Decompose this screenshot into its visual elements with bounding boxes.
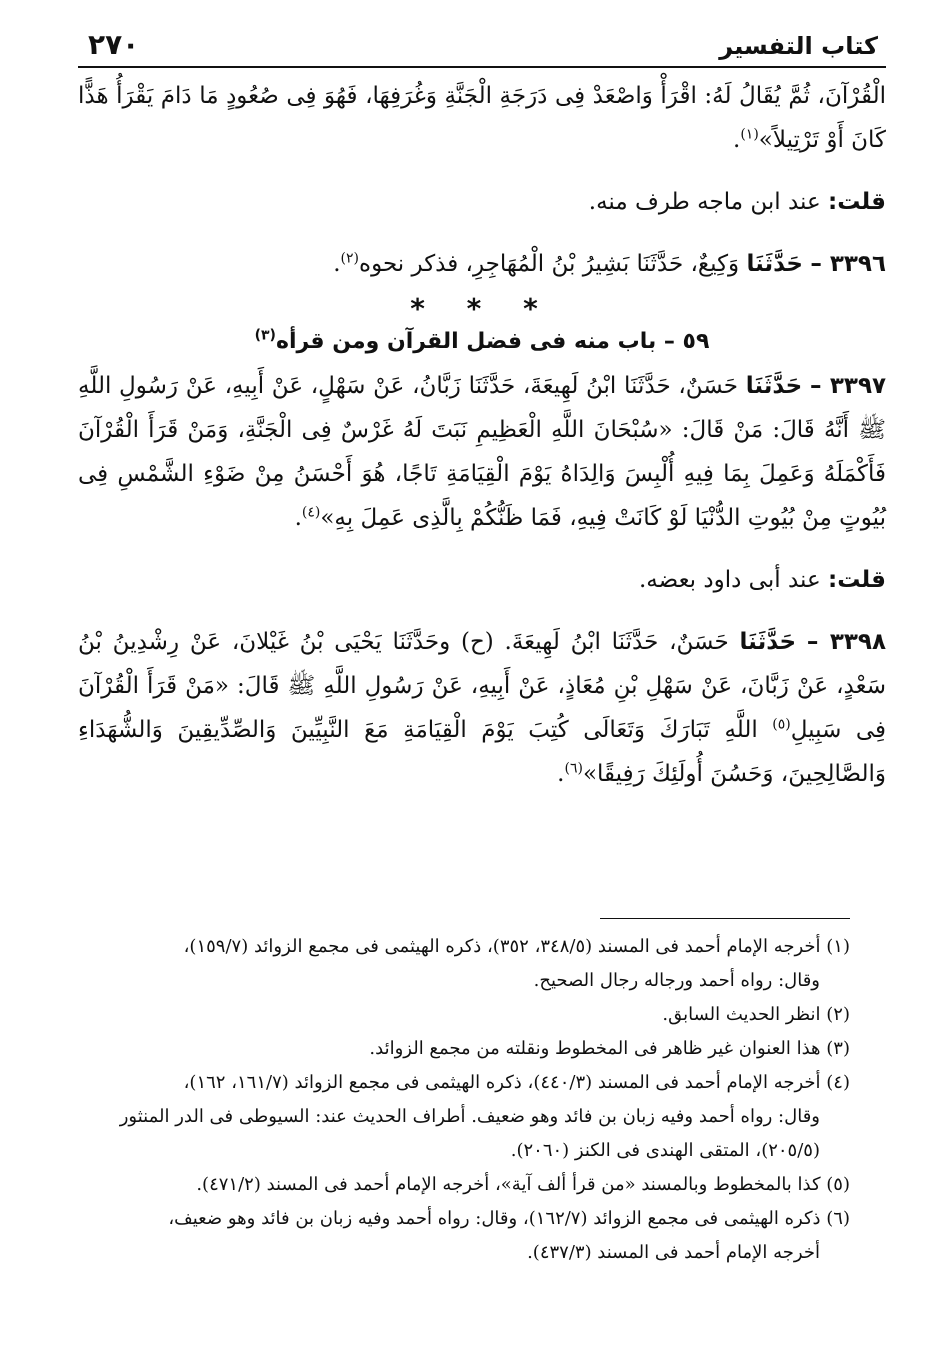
footnote-4: (٤) أخرجه الإمام أحمد فى المسند (٤٤٠/٣)، ذكره الهيثمى فى مجمع الزوائد (١٦١/٧، ١٦٢)،: [183, 1072, 850, 1093]
running-head: [78, 22, 886, 68]
footnote-divider: [600, 918, 850, 919]
footnote-ref: (٣): [254, 327, 276, 344]
running-title: كتاب التفسير: [719, 32, 878, 60]
qult-label: قلت:: [828, 567, 886, 593]
footnote-3: (٣) هذا العنوان غير ظاهر فى المخطوط ونقلته من مجمع الزوائد.: [369, 1038, 850, 1059]
chapter-heading: ٥٩ – باب منه فى فضل القرآن ومن قرأه$^{(٣)}$: [254, 327, 710, 354]
hadith-number: ٣٣٩٨ –: [806, 629, 886, 655]
footnotes: [80, 930, 850, 1270]
qult-note: قلت: عند أبى داود بعضه.: [638, 567, 886, 593]
hadith-number: ٣٣٩٦ –: [810, 251, 886, 277]
footnote-6: (٦) ذكره الهيثمى فى مجمع الزوائد (١٦٢/٧)، وقال: رواه أحمد وفيه زبان بن فائد وهو ضعيف،: [168, 1208, 850, 1229]
footnote-ref: (٥): [772, 716, 791, 733]
qult-note: قلت: عند ابن ماجه طرف منه.: [588, 189, 886, 215]
footnote-4-cont: (٢٠٥/٥)، المتقى الهندى فى الكنز (٢٠٦٠).: [510, 1140, 820, 1161]
hadith-continuation: الْقُرْآنَ، ثُمَّ يُقَالُ لَهُ: اقْرَأْ وَاصْعَدْ فِى دَرَجَةِ الْجَنَّةِ وَغُرَفِهَا، فَهُوَ فِى صُعُودٍ مَا دَامَ يَقْرَأُ هَذًّا كَانَ أَوْ تَرْتِيلاً»$^{(١)}$.: [78, 83, 886, 153]
hadith-3397: ٣٣٩٧ – حَدَّثَنَا حَسَنٌ، حَدَّثَنَا ابْنُ لَهِيعَةَ، حَدَّثَنَا زَبَّانُ، عَنْ سَهْلٍ، عَنْ أَبِيهِ، عَنْ رَسُولِ اللَّهِ ﷺ أَنَّهُ قَالَ: مَنْ قَالَ: «سُبْحَانَ اللَّهِ الْعَظِيمِ نَبَتَ لَهُ غَرْسٌ فِى الْجَنَّةِ، وَمَنْ قَرَأَ الْقُرْآنَ فَأَكْمَلَهُ وَعَمِلَ بِمَا فِيهِ أُلْبِسَ وَالِدَاهُ يَوْمَ الْقِيَامَةِ تَاجًا، هُوَ أَحْسَنُ مِنْ ضَوْءِ الشَّمْسِ فِى بُيُوتٍ مِنْ بُيُوتِ الدُّنْيَا لَوْ كَانَتْ فِيهِ، فَمَا ظَنُّكُمْ بِالَّذِى عَمِلَ بِهِ»$^{(٤)}$.: [78, 373, 887, 531]
footnote-4-cont: وقال: رواه أحمد وفيه زبان بن فائد وهو ضعيف. أطراف الحديث عند: السيوطى فى الدر المنثور: [119, 1106, 820, 1127]
footnote-ref: (٢): [340, 250, 360, 267]
hadith-3398: ٣٣٩٨ – حَدَّثَنَا حَسَنٌ، حَدَّثَنَا ابْنُ لَهِيعَةَ. (ح) وحَدَّثَنَا يَحْيَى بْنُ غَيْلانَ، عَنْ رِشْدِينُ بْنُ سَعْدٍ، عَنْ زَبَّانَ، عَنْ سَهْلِ بْنِ مُعَاذٍ، عَنْ أَبِيهِ، عَنْ رَسُولِ اللَّهِ ﷺ قَالَ: «مَنْ قَرَأَ الْقُرْآنَ فِى سَبِيلِ$^{(٥)}$ اللَّهِ تَبَارَكَ وَتَعَالَى كُتِبَ يَوْمَ الْقِيَامَةِ مَعَ النَّبِيِّينَ وَالصِّدِّيقِينَ وَالشُّهَدَاءِ وَالصَّالِحِينَ، وَحَسُنَ أُولَئِكَ رَفِيقًا»$^{(٦)}$.: [78, 629, 886, 787]
page-number: ٢٧٠: [88, 28, 140, 61]
footnote-5: (٥) كذا بالمخطوط وبالمسند «من قرأ ألف آية»، أخرجه الإمام أحمد فى المسند (٤٧١/٢).: [196, 1174, 850, 1195]
hadith-number: ٣٣٩٧ –: [809, 373, 887, 399]
section-separator: * * *: [410, 292, 554, 325]
footnote-6-cont: أخرجه الإمام أحمد فى المسند (٤٣٧/٣).: [527, 1242, 820, 1263]
footnote-2: (٢) انظر الحديث السابق.: [662, 1004, 850, 1025]
footnote-ref: (١): [740, 126, 759, 143]
footnote-1: (١) أخرجه الإمام أحمد فى المسند (٣٤٨/٥، ٣٥٢)، ذكره الهيثمى فى مجمع الزوائد (١٥٩/٧)،: [183, 936, 850, 957]
hadith-3396: ٣٣٩٦ – حَدَّثَنَا وَكِيعٌ، حَدَّثَنَا بَشِيرُ بْنُ الْمُهَاجِرِ، فذكر نحوه$^{(٢)}$.: [333, 250, 886, 277]
qult-label: قلت:: [828, 189, 886, 215]
footnote-1-cont: وقال: رواه أحمد ورجاله رجال الصحيح.: [533, 970, 820, 991]
main-text: [78, 74, 886, 796]
footnote-ref: (٦): [564, 760, 583, 777]
footnote-ref: (٤): [301, 504, 321, 521]
